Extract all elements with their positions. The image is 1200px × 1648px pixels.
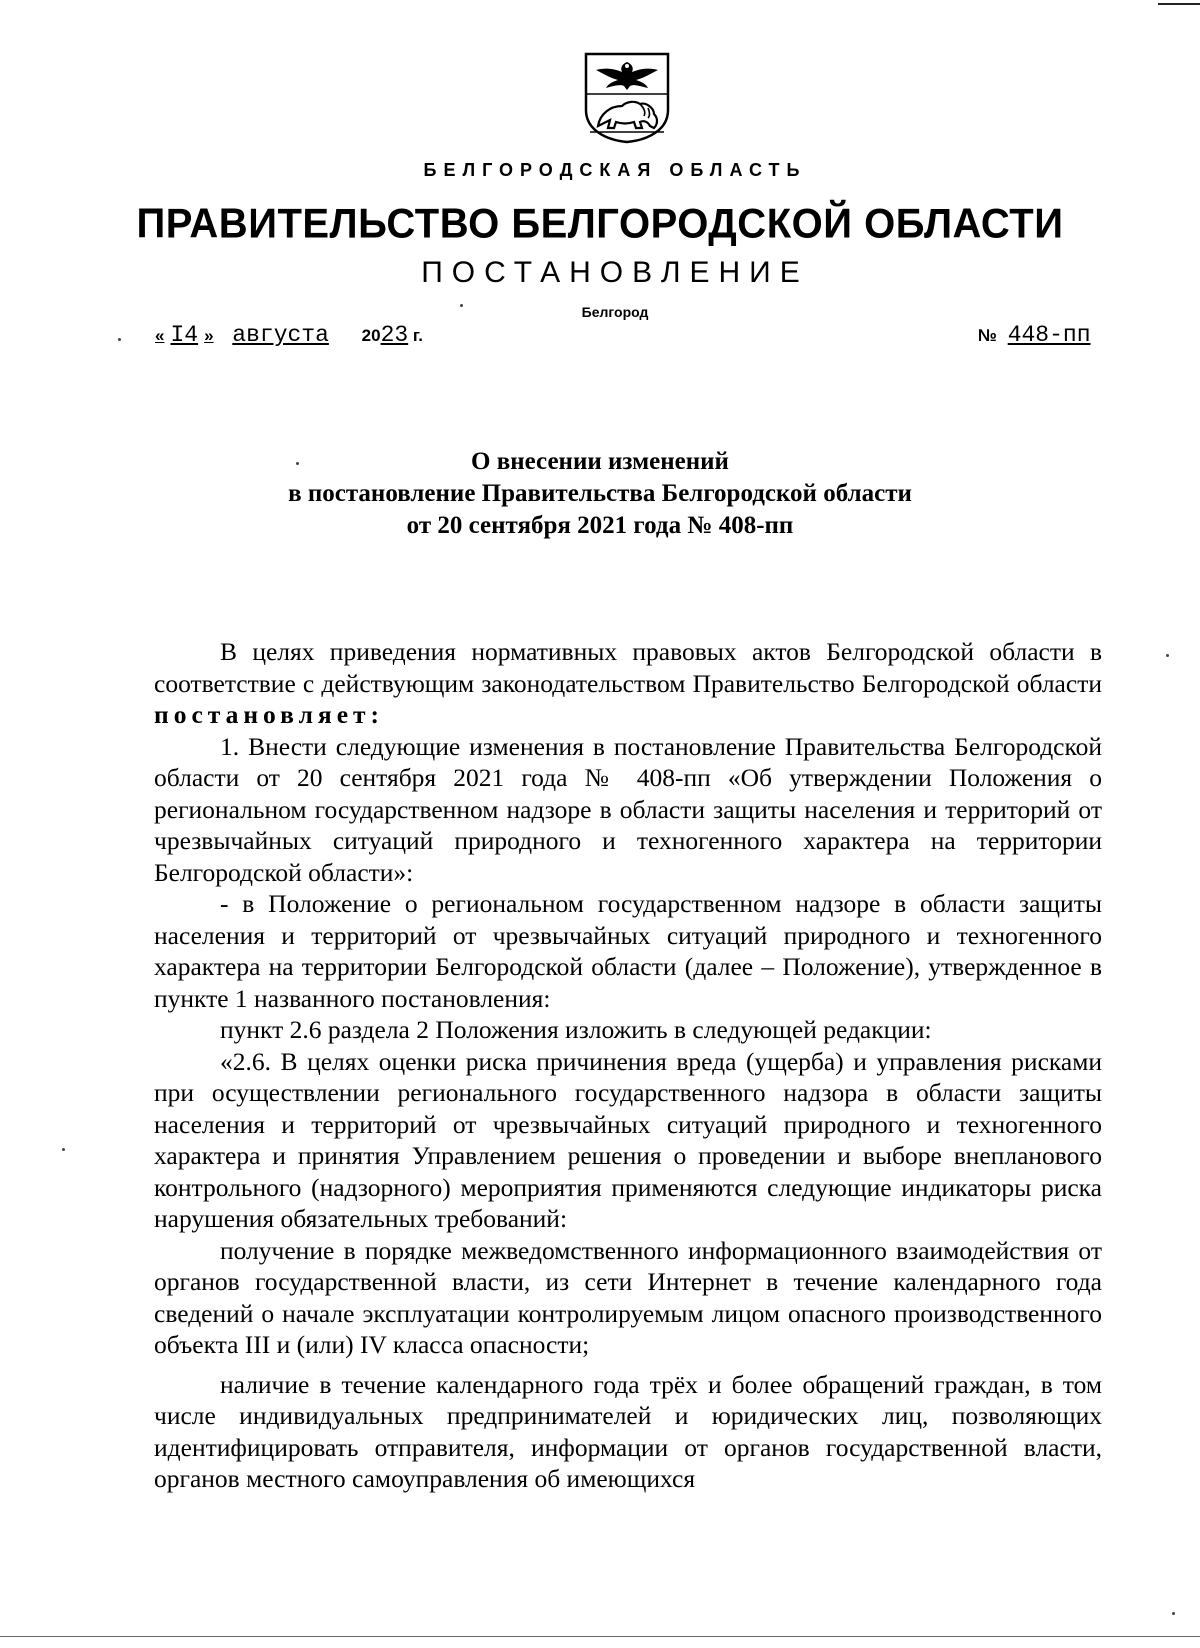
document-title (0, 446, 1200, 542)
paragraph-indicator-2: наличие в течение календарного года трёх и более обращений граждан, в том числе индивидуальных предпринимателей и юридических лиц, позволяющих идентифицировать отправителя, информации от органов государственной власти, органов местного самоуправления об имеющихся (154, 1369, 1102, 1493)
city-name: Белгород (581, 304, 649, 320)
number-label: № (978, 326, 997, 345)
decree-number (978, 322, 1091, 348)
date-year-suffix: 23 (380, 322, 409, 348)
paragraph-amendment: - в Положение о региональном государственном надзоре в области защиты населения и территорий от чрезвычайных ситуаций природного и техногенного характера на территории Белгородской области (далее – Положение), утвержденное в пункте 1 названного постановления: (154, 889, 1102, 1013)
preamble-text: В целях приведения нормативных правовых актов Белгородской области в соответствие с действующим законодательством Правительство Белгородской области (154, 637, 1102, 698)
paragraph-preamble (154, 636, 1102, 731)
document-body (154, 636, 1102, 1495)
top-right-scan-line (1158, 3, 1200, 5)
paragraph-clause: пункт 2.6 раздела 2 Положения изложить в следующей редакции: (220, 1015, 932, 1044)
date-year-mark: г. (412, 326, 424, 345)
region-name: БЕЛГОРОДСКАЯ ОБЛАСТЬ (423, 160, 807, 180)
paragraph-item-1: 1. Внести следующие изменения в постановление Правительства Белгородской области от 20 сентября 2021 года № 408-пп «Об утверждении Положения о региональном государственном надзоре в области защиты населения и территорий от чрезвычайных ситуаций природного и техногенного характера на территории Белгородской области»: (154, 731, 1102, 887)
paragraph-indicator-1: получение в порядке межведомственного информационного взаимодействия от органов государственной власти, из сети Интернет в течение календарного года сведений о начале эксплуатации контролируемым лицом опасного производственного объекта III и (или) IV класса опасности; (154, 1235, 1102, 1359)
scan-speck (118, 338, 121, 341)
coat-of-arms-emblem (582, 52, 672, 144)
title-line-3: от 20 сентября 2021 года № 408-пп (406, 512, 794, 539)
date-day: I4 (170, 322, 199, 348)
document-type: ПОСТАНОВЛЕНИЕ (421, 256, 809, 289)
date-year-prefix: 20 (361, 326, 381, 345)
preamble-emphasis: постановляет: (154, 700, 385, 729)
decree-date (155, 322, 423, 348)
scan-speck (296, 462, 299, 465)
bottom-scan-line (0, 1636, 1200, 1637)
scan-speck (1172, 1612, 1175, 1615)
date-month: августа (232, 322, 329, 348)
scan-speck (460, 304, 463, 307)
title-line-1: О внесении изменений (471, 448, 729, 475)
scan-speck (62, 1148, 65, 1151)
scan-speck (1166, 654, 1169, 657)
title-line-2: в постановление Правительства Белгородской области (288, 480, 912, 507)
government-name: ПРАВИТЕЛЬСТВО БЕЛГОРОДСКОЙ ОБЛАСТИ (136, 200, 1064, 248)
date-quote-open: « (155, 326, 165, 345)
number-value: 448-пп (1007, 322, 1091, 348)
paragraph-2-6: «2.6. В целях оценки риска причинения вреда (ущерба) и управления рисками при осуществлении регионального государственного надзора в области защиты населения и территорий от чрезвычайных ситуаций природного и техногенного характера и принятия Управлением решения о проведении и выборе внепланового контрольного (надзорного) мероприятия применяются следующие индикаторы риска нарушения обязательных требований: (154, 1046, 1102, 1233)
date-quote-close: » (204, 326, 214, 345)
